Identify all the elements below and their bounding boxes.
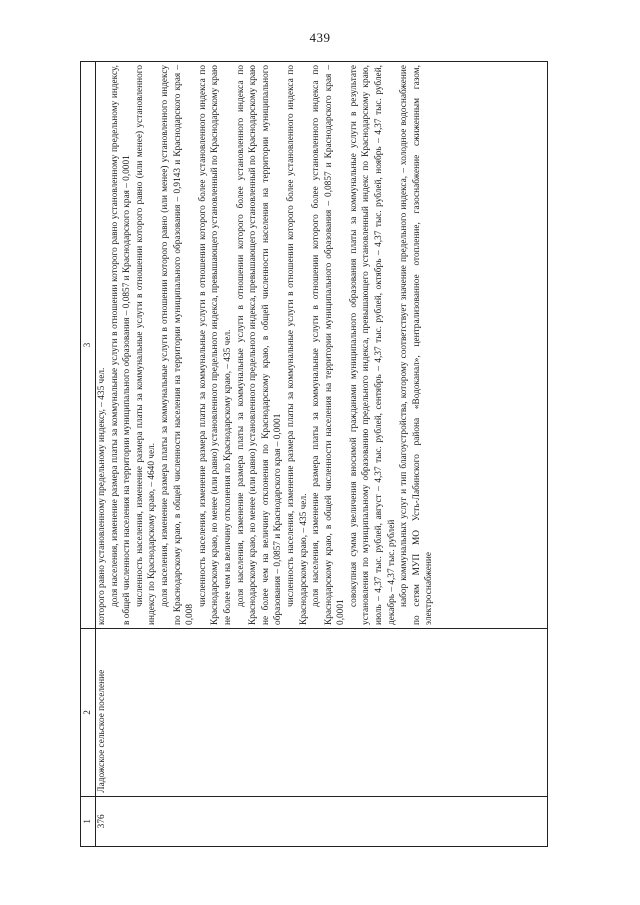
header-col-2: 2 (81, 628, 96, 796)
table-header-row (81, 62, 96, 847)
header-col-3: 3 (81, 62, 96, 629)
row-number: 376 (96, 796, 548, 846)
paragraph-7: численность населения, изменение размера платы за коммунальные услуги в отношении которого более установленного индекса по Краснодарскому краю, – 435 чел. (285, 65, 309, 625)
paragraph-1: которого равно установленному предельному индексу, – 435 чел. (97, 367, 107, 625)
page-number: 439 (309, 30, 331, 45)
paragraph-5: численность населения, изменение размера платы за коммунальные услуги в отношении которого более установленного индекса по Краснодарскому краю, но менее (или равно) установленного предельного индекса, превышающего установленный по Краснодарскому краю не более чем на величину отклонения по Краснодарскому краю, – 435 чел. (197, 65, 233, 625)
paragraph-10: набор коммунальных услуг и тип благоустройства, которому соответствует значение предельного индекса, – холодное водоснабжение по сетям МУП МО Усть-Лабинского района «Водоканал», централизованное отопление, газоснабжение сжиженным газом, электроснабжение (399, 65, 435, 625)
paragraph-6: доля населения, изменение размера платы за коммунальные услуги в отношении которого более установленного индекса по Краснодарскому краю, но менее (или равно) установленного предельного индекса, превышающего установленный по Краснодарскому краю не более чем на величину отклонения по Краснодарскому краю, в общей численности населения на территории муниципального образования – 0,0857 и Краснодарского края – 0,0001 (235, 65, 284, 625)
header-col-1: 1 (81, 796, 96, 846)
paragraph-8: доля населения, изменение размера платы за коммунальные услуги в отношении которого более установленного индекса по Краснодарскому краю, в общей численности населения на территории муниципального образования – 0,0857 и Краснодарского края – 0,0001 (311, 65, 347, 625)
data-table (80, 61, 548, 847)
rotated-table-container (80, 61, 548, 847)
paragraph-2: доля населения, изменение размера платы за коммунальные услуги в отношении которого равно установленному предельному индексу, в общей численности населения на территории муниципального образования – 0,0857 и Краснодарского края – 0,0001 (109, 65, 133, 625)
settlement-name: Ладожское сельское поселение (96, 628, 548, 796)
table-row (96, 62, 548, 847)
description-cell (96, 62, 548, 629)
paragraph-3: численность населения, изменение размера платы за коммунальные услуги в отношении которого равно (или менее) установленного индексу по Краснодарскому краю, – 4640 чел. (134, 65, 158, 625)
paragraph-9: совокупная сумма увеличения вносимой гражданами муниципального образования платы за коммунальные услуги в результате установления по муниципальному образованию предельного индекса, превышающего установленный индекс по Краснодарскому краю, июль – 4,37 тыс. рублей, август – 4,37 тыс. рублей, сентябрь – 4,37 тыс. рублей, октябрь – 4,37 тыс. рублей, ноябрь – 4,37 тыс. рублей, декабрь – 4,37 тыс. рублей (348, 65, 397, 625)
paragraph-4: доля населения, изменение размера платы за коммунальные услуги в отношении которого равно (или менее) установленного индексу по Краснодарскому краю, в общей численности населения на территории муниципального образования – 0,9143 и Краснодарского края – 0,008 (159, 65, 196, 625)
